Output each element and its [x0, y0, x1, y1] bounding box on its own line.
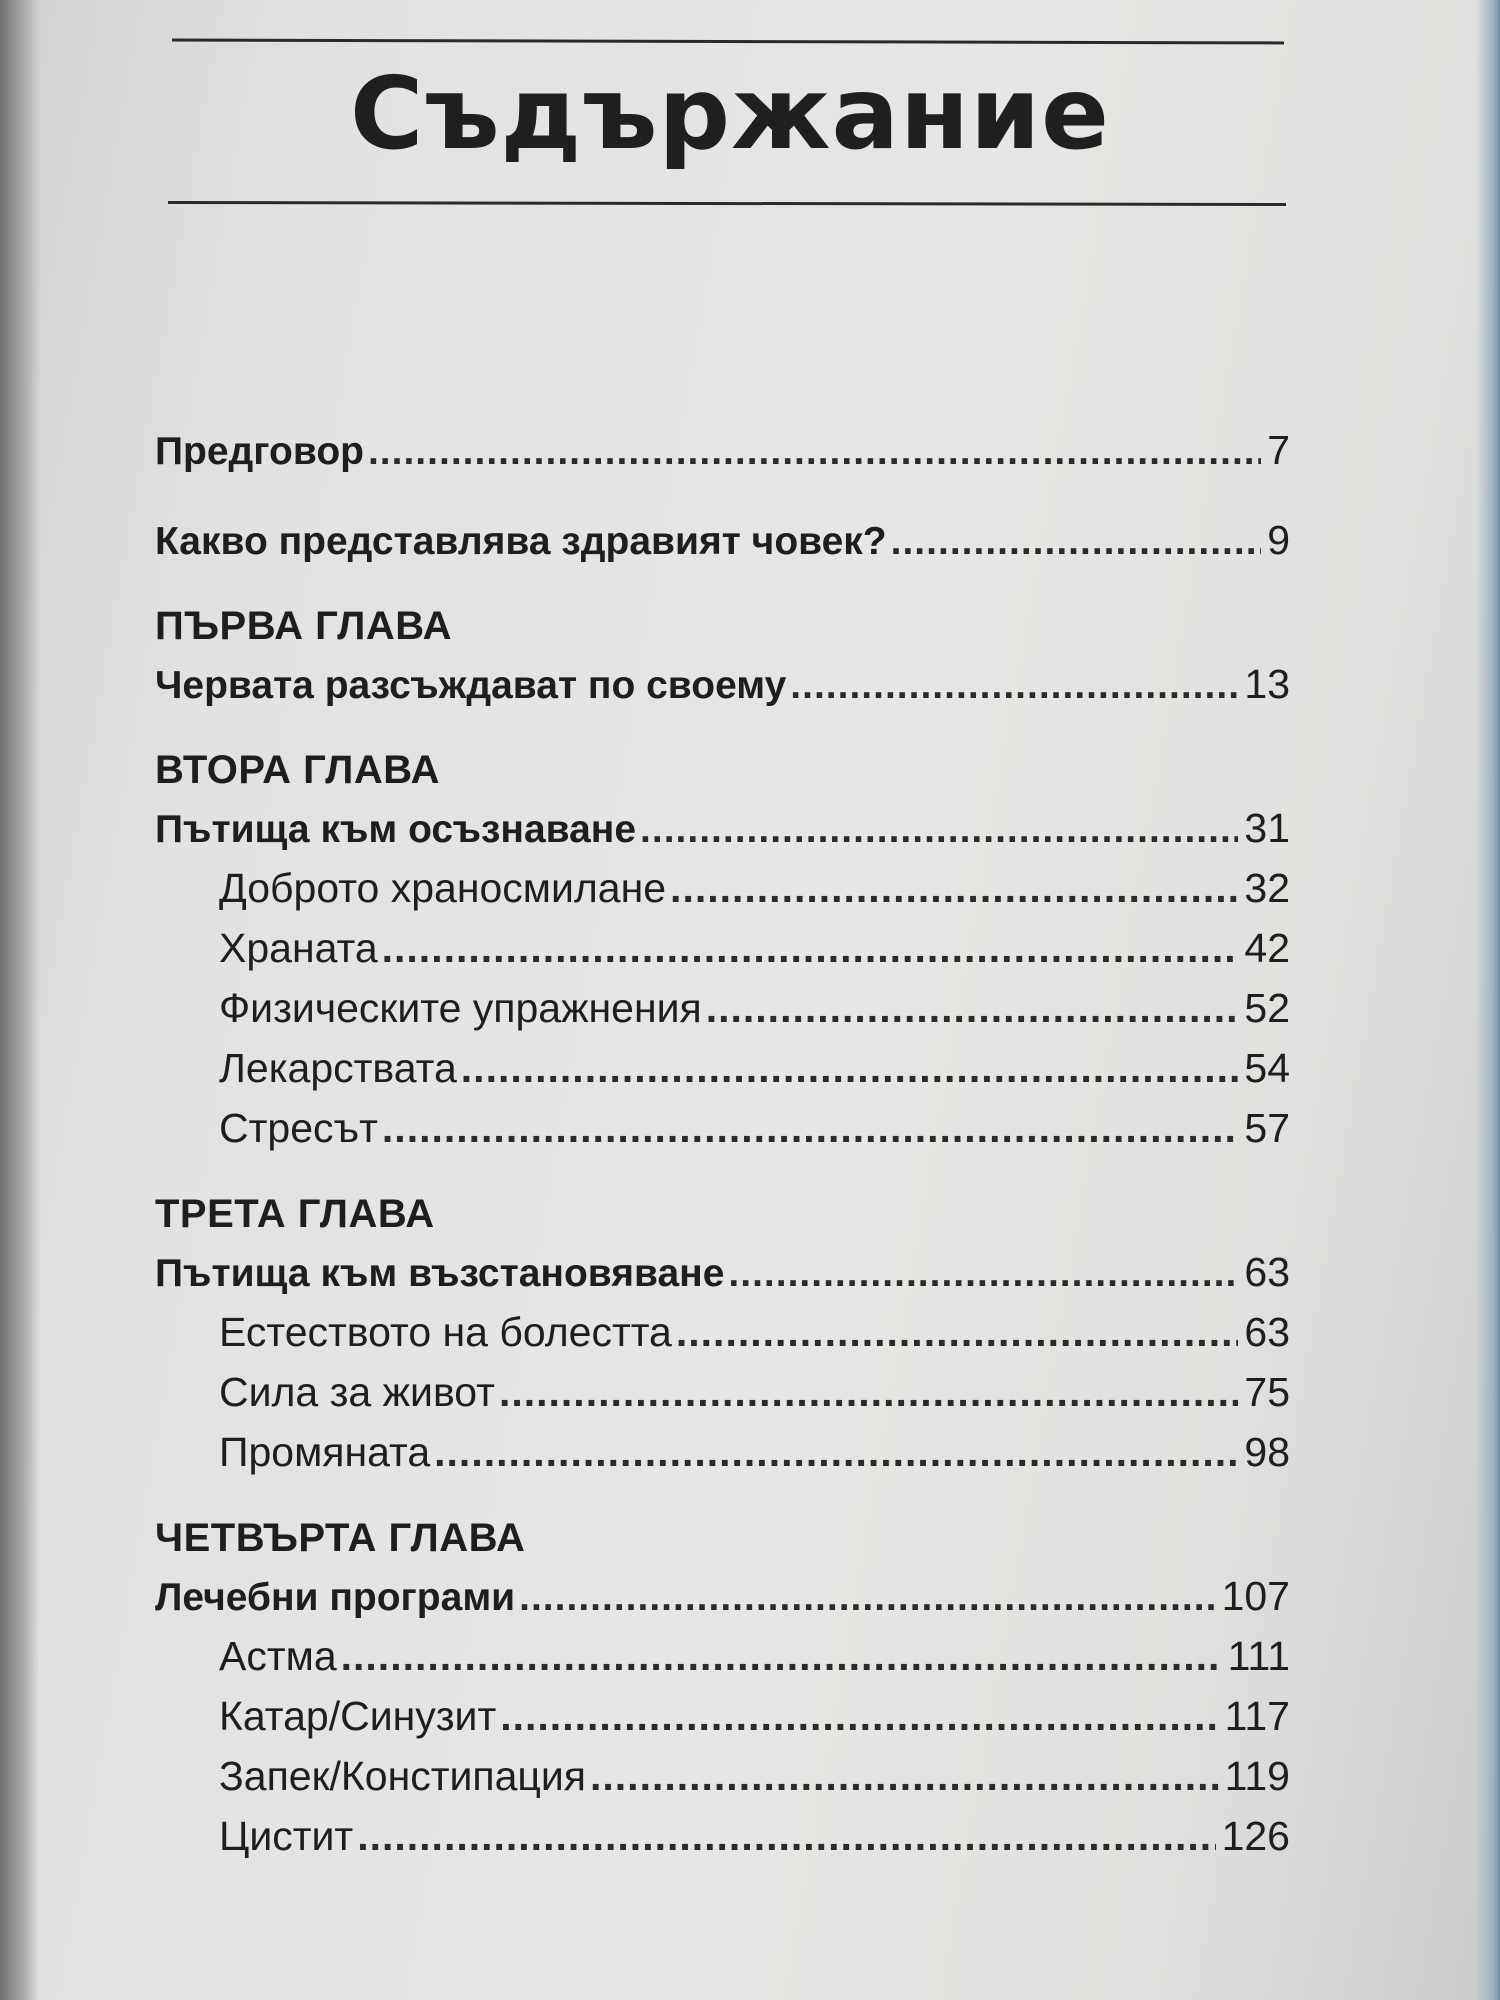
toc-entry [155, 1566, 1290, 1626]
toc-entry-label: Лекарствата [219, 1045, 457, 1091]
toc-entry-label: Астма [219, 1633, 337, 1679]
dot-leader [500, 1686, 1218, 1746]
toc-subentry [155, 1806, 1290, 1866]
toc-entry-label: Физическите упражнения [219, 985, 702, 1031]
dot-leader [891, 512, 1262, 572]
toc-page-number: 63 [1244, 1249, 1290, 1295]
toc-entry-healthy-person [155, 510, 1290, 570]
toc-page-number: 119 [1224, 1753, 1290, 1799]
toc-subentry [155, 858, 1290, 918]
toc-entry-label: Промяната [219, 1429, 431, 1475]
toc-subentry [155, 978, 1290, 1038]
chapter-heading: ВТОРА ГЛАВА [155, 748, 440, 792]
toc-entry-label: Предговор [155, 430, 364, 473]
chapter-heading: ПЪРВА ГЛАВА [155, 604, 453, 648]
toc-page-number: 52 [1244, 985, 1290, 1031]
table-of-contents [155, 420, 1290, 1866]
toc-subentry [155, 1302, 1290, 1362]
page-edge [1476, 0, 1500, 2000]
dot-leader [676, 1302, 1239, 1362]
toc-entry [155, 798, 1290, 858]
toc-entry-label: Пътища към осъзнаване [155, 808, 637, 851]
dot-leader [341, 1626, 1222, 1686]
title-rule-top [172, 39, 1284, 45]
toc-page-number: 98 [1244, 1429, 1290, 1475]
toc-entry-label: Сила за живот [219, 1369, 495, 1415]
toc-entry-label: Доброто храносмилане [219, 865, 667, 911]
toc-entry-label: Естеството на болестта [219, 1309, 672, 1355]
toc-page-number: 54 [1244, 1045, 1290, 1091]
toc-page-number: 57 [1244, 1105, 1290, 1151]
dot-leader [670, 858, 1238, 918]
dot-leader [434, 1422, 1238, 1482]
toc-entry-label: Запек/Констипация [219, 1753, 586, 1799]
spine-shadow [0, 0, 40, 2000]
toc-subentry [155, 1686, 1290, 1746]
toc-page-number: 111 [1227, 1633, 1290, 1679]
toc-subentry [155, 1362, 1290, 1422]
dot-leader [368, 422, 1261, 482]
toc-entry-label: Стресът [219, 1105, 378, 1151]
dot-leader [519, 1568, 1215, 1628]
toc-entry [155, 1242, 1290, 1302]
toc-page-number: 31 [1244, 805, 1290, 851]
toc-page-number: 63 [1244, 1309, 1290, 1355]
dot-leader [640, 800, 1238, 860]
dot-leader [499, 1362, 1238, 1422]
toc-page-number: 126 [1221, 1813, 1290, 1859]
toc-subentry [155, 1422, 1290, 1482]
toc-page-number: 13 [1244, 661, 1290, 707]
toc-page-number: 42 [1244, 925, 1290, 971]
dot-leader [357, 1806, 1215, 1866]
chapter-heading: ЧЕТВЪРТА ГЛАВА [155, 1516, 526, 1560]
toc-entry-label: Храната [219, 925, 378, 971]
toc-subentry [155, 1098, 1290, 1158]
toc-entry-preface [155, 420, 1290, 480]
toc-entry-label: Червата разсъждават по своему [155, 664, 787, 707]
dot-leader [382, 1098, 1238, 1158]
toc-subentry [155, 1626, 1290, 1686]
toc-page-number: 32 [1244, 865, 1290, 911]
dot-leader [590, 1746, 1219, 1806]
toc-entry-label: Лечебни програми [155, 1576, 516, 1619]
dot-leader [706, 978, 1239, 1038]
dot-leader [382, 918, 1239, 978]
toc-entry-label: Цистит [219, 1813, 354, 1859]
toc-subentry [155, 918, 1290, 978]
chapter-heading: ТРЕТА ГЛАВА [155, 1192, 435, 1236]
toc-entry-label: Катар/Синузит [219, 1693, 497, 1739]
toc-entry-label: Какво представлява здравият човек? [155, 520, 887, 563]
toc-entry [155, 654, 1290, 714]
dot-leader [728, 1244, 1238, 1304]
toc-page-number: 9 [1267, 517, 1290, 563]
toc-subentry [155, 1746, 1290, 1806]
page-title: Съдържание [350, 55, 1110, 172]
toc-subentry [155, 1038, 1290, 1098]
toc-page-number: 7 [1267, 427, 1290, 473]
dot-leader [790, 656, 1238, 716]
toc-entry-label: Пътища към възстановяване [155, 1252, 725, 1295]
toc-page-number: 107 [1221, 1573, 1290, 1619]
title-rule-bottom [168, 201, 1286, 206]
dot-leader [461, 1038, 1239, 1098]
toc-page-number: 75 [1244, 1369, 1290, 1415]
toc-page-number: 117 [1224, 1693, 1290, 1739]
